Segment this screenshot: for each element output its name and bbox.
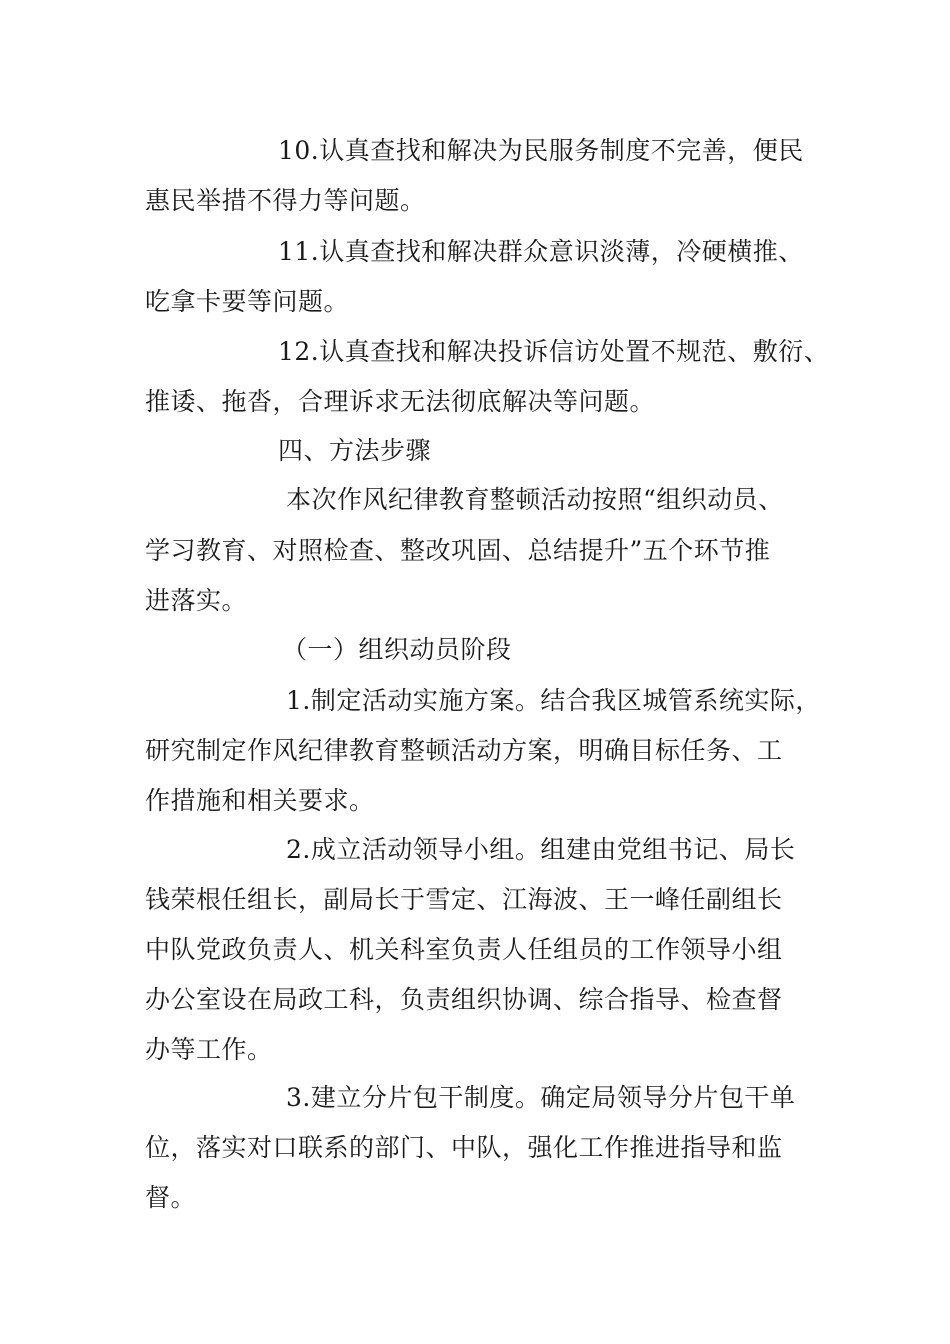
intro-line-1: 本次作风纪律教育整顿活动按照“组织动员、 [286,485,784,514]
step-1-line-2: 研究制定作风纪律教育整顿活动方案，明确目标任务、工 [145,736,783,765]
step-1-line-3: 作措施和相关要求。 [145,786,375,815]
step-3-line-2: 位，落实对口联系的部门、中队，强化工作推进指导和监 [145,1133,783,1162]
paragraph-10-line-1: 10.认真查找和解决为民服务制度不完善，便民 [278,136,804,165]
intro-line-3: 进落实。 [145,586,248,615]
step-1-line-1: 1.制定活动实施方案。结合我区城管系统实际， [286,686,821,715]
step-2-line-1: 2.成立活动领导小组。组建由党组书记、局长 [286,835,796,864]
intro-line-2: 学习教育、对照检查、整改巩固、总结提升”五个环节推 [145,536,771,565]
step-2-line-4: 办公室设在局政工科，负责组织协调、综合指导、检查督 [145,985,783,1014]
step-2-line-2: 钱荣根任组长，副局长于雪定、江海波、王一峰任副组长 [145,885,783,914]
paragraph-11-line-1: 11.认真查找和解决群众意识淡薄，冷硬横推、 [278,237,804,266]
step-2-line-3: 中队党政负责人、机关科室负责人任组员的工作领导小组 [145,935,783,964]
paragraph-10-line-2: 惠民举措不得力等问题。 [145,186,426,215]
paragraph-11-line-2: 吃拿卡要等问题。 [145,287,350,316]
section-heading-methods: 四、方法步骤 [278,436,432,465]
step-3-line-1: 3.建立分片包干制度。确定局领导分片包干单 [286,1083,796,1112]
paragraph-12-line-2: 推诿、拖沓，合理诉求无法彻底解决等问题。 [145,387,656,416]
stage-heading-mobilization: （一）组织动员阶段 [282,635,512,664]
step-2-line-5: 办等工作。 [145,1035,273,1064]
paragraph-12-line-1: 12.认真查找和解决投诉信访处置不规范、敷衍、 [278,337,830,366]
step-3-line-3: 督。 [145,1183,197,1212]
